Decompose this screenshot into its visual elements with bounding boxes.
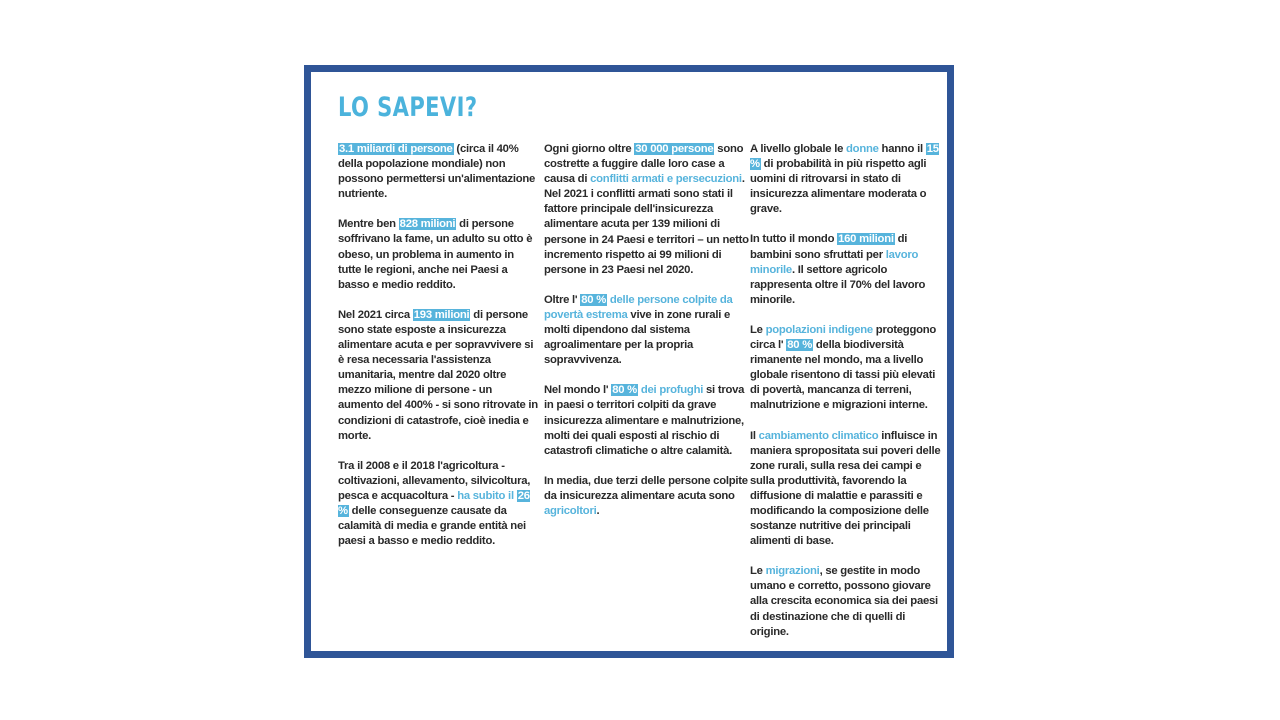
fact-paragraph (544, 142, 749, 278)
accent-text: conflitti armati e persecuzioni (590, 173, 742, 186)
text-segment: Le (750, 323, 766, 336)
highlighted-figure: 30 000 persone (635, 143, 714, 155)
text-segment: vive in zone rurali e molti dipendono dal sistema agroalimentare per la propria sopravvivenza. (544, 308, 731, 367)
column-3 (750, 142, 945, 655)
fact-paragraph (750, 429, 945, 550)
text-segment: Nel 2021 circa (338, 308, 413, 321)
text-segment: A livello globale le (750, 143, 847, 155)
text-segment: Tra il 2008 e il 2018 l'agricoltura - coltivazioni, allevamento, silvicoltura, pesca e acquacoltura - (338, 459, 531, 502)
text-segment: di persone sono state esposte a insicurezza alimentare acuta e per sopravvivere si è resa necessaria l'assistenza umanitaria, mentre dal 2020 oltre mezzo milione di persone - un aumento del 400% - si sono ritrovate in condizioni di catastrofe, cioè inedia e morte. (338, 308, 538, 442)
accent-text: popolazioni indigene (765, 323, 873, 336)
accent-text: agricoltori (544, 504, 597, 517)
text-segment: delle conseguenze causate da calamità di media e grande entità nei paesi a basso e medio reddito. (338, 504, 526, 548)
text-segment: Il (750, 429, 759, 442)
accent-text: migrazioni (765, 565, 820, 578)
fact-paragraph (544, 474, 749, 519)
fact-paragraph (338, 142, 538, 202)
text-segment: della biodiversità rimanente nel mondo, ma a livello globale risentono di tassi più elevati di povertà, mancanza di terreni, malnutrizione e migrazioni interne. (750, 339, 936, 412)
text-segment: Le (750, 565, 766, 578)
text-segment: influisce in maniera spropositata sui poveri delle zone rurali, sulla resa dei campi e sulla produttività, favorendo la diffusione di malattie e parassiti e modificando la composizione delle sostanze nutritive dei principali alimenti di base. (750, 429, 941, 548)
text-segment: Nel mondo l' (544, 384, 612, 397)
fact-paragraph (338, 308, 538, 444)
text-segment: Oltre l' (544, 293, 581, 306)
text-segment: di persone soffrivano la fame, un adulto su otto è obeso, un problema in aumento in tutte le regioni, anche nei Paesi a basso e medio reddito. (338, 218, 533, 291)
text-segment: , se gestite in modo umano e corretto, possono giovare alla crescita economica sia dei paesi di destinazione che di quelli di origine. (750, 565, 938, 638)
text-segment: si trova in paesi o territori colpiti da grave insicurezza alimentare e malnutrizione, molti dei quali esposti al rischio di catastrofi climatiche o altre calamità. (544, 384, 745, 457)
fact-paragraph (750, 323, 945, 414)
accent-text: cambiamento climatico (758, 429, 879, 442)
text-segment: di probabilità in più rispetto agli uomini di ritrovarsi in stato di insicurezza alimentare moderata o grave. (750, 158, 927, 216)
fact-paragraph (750, 564, 945, 639)
fact-paragraph (544, 293, 749, 368)
fact-paragraph (338, 459, 538, 550)
text-segment: . Nel 2021 i conflitti armati sono stati il fattore principale dell'insicurezza alimentare acuta per 139 milioni di persone in 24 Paesi e territori – un netto incremento rispetto ai 99 milioni di persone in 23 Paesi nel 2020. (544, 173, 749, 276)
text-segment: In tutto il mondo (750, 233, 838, 246)
highlighted-figure: 828 milioni (399, 218, 456, 231)
text-segment: Mentre ben (338, 218, 399, 231)
text-segment: . Il settore agricolo rappresenta oltre il 70% del lavoro minorile. (750, 263, 926, 306)
info-panel (304, 65, 954, 658)
highlighted-figure: 3.1 miliardi di persone (339, 143, 453, 155)
accent-text: ha subito il (457, 489, 517, 502)
fact-paragraph (338, 217, 538, 292)
highlighted-figure: 80 % (612, 384, 637, 397)
highlighted-figure: 15 % (750, 143, 939, 171)
highlighted-figure: 160 milioni (838, 233, 894, 246)
accent-text: lavoro minorile (750, 248, 919, 276)
text-segment: . (596, 504, 600, 517)
fact-paragraph (750, 142, 945, 217)
accent-text: donne (846, 143, 879, 155)
accent-text: delle persone colpite da povertà estrema (544, 293, 733, 321)
highlighted-figure: 80 % (787, 339, 812, 352)
text-segment: Ogni giorno oltre (544, 143, 635, 155)
text-segment: In media, due terzi delle persone colpite da insicurezza alimentare acuta sono (544, 474, 748, 502)
column-2 (544, 142, 749, 534)
text-segment: hanno il (878, 143, 926, 155)
fact-paragraph (544, 383, 749, 458)
page-title: LO SAPEVI? (338, 92, 478, 123)
highlighted-figure: 26 % (338, 489, 530, 517)
text-segment: di bambini sono sfruttati per (750, 233, 908, 261)
accent-text: dei profughi (637, 384, 704, 397)
column-1 (338, 142, 538, 564)
highlighted-figure: 80 % (581, 293, 606, 306)
highlighted-figure: 193 milioni (413, 308, 470, 321)
text-segment: proteggono circa l' (750, 323, 937, 352)
text-segment: (circa il 40% della popolazione mondiale) non possono permettersi un'alimentazione nutriente. (338, 143, 536, 201)
text-segment: sono costrette a fuggire dalle loro case a causa di (544, 143, 744, 186)
fact-paragraph (750, 232, 945, 307)
